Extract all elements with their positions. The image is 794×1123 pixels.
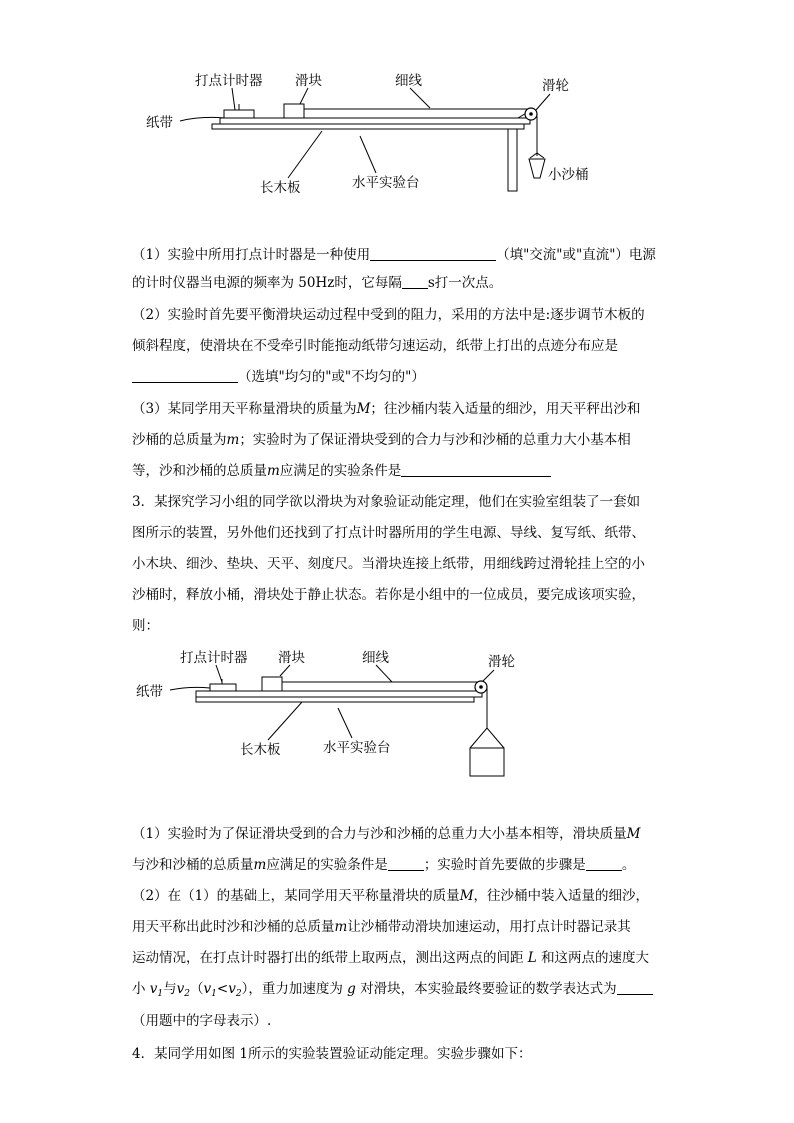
q3-part2-line3 xyxy=(132,949,672,967)
mass-symbol: m xyxy=(267,463,280,479)
answer-blank[interactable] xyxy=(370,246,496,261)
q3-intro-line3 xyxy=(132,555,672,573)
apparatus-figure-2 xyxy=(130,646,530,782)
text: 与 xyxy=(163,981,177,997)
velocity-symbol: $v_2$ xyxy=(176,981,191,999)
text: 3．某探究学习小组的同学欲以滑块为对象验证动能定理，他们在实验室组装了一套如 xyxy=(132,494,641,510)
text: 小木块、细沙、垫块、天平、刻度尺。当滑块连接上纸带，用细线跨过滑轮挂上空的小 xyxy=(132,556,645,572)
text: s打一次点。 xyxy=(427,275,503,291)
text: （3）某同学用天平称量滑块的质量为 xyxy=(132,401,357,417)
fig1-slider-label: 滑块 xyxy=(295,73,322,89)
text: 沙桶的总质量为 xyxy=(132,432,227,448)
answer-blank[interactable] xyxy=(586,856,622,871)
answer-blank[interactable] xyxy=(401,462,551,477)
text: 让沙桶带动滑块加速运动，用打点计时器记录其 xyxy=(347,919,631,935)
fig1-pulley-label: 滑轮 xyxy=(542,78,569,94)
text: 与沙和沙桶的总质量 xyxy=(132,857,254,873)
text: 用天平称出此时沙和沙桶的总质量 xyxy=(132,919,335,935)
answer-blank[interactable] xyxy=(388,856,424,871)
q2-part3-line2 xyxy=(132,431,672,449)
text: ；实验时首先要做的步骤是 xyxy=(423,857,586,873)
q3-intro-line5 xyxy=(132,617,672,635)
fig2-thread-label: 细线 xyxy=(362,650,389,666)
fig1-table-label: 水平实验台 xyxy=(352,175,420,191)
text: ；实验时为了保证滑块受到的合力与沙和沙桶的总重力大小基本相 xyxy=(239,432,631,448)
text: （1）实验中所用打点计时器是一种使用 xyxy=(132,247,371,263)
text: ），重力加速度为 xyxy=(241,981,343,997)
mass-symbol: m xyxy=(226,432,240,448)
mass-symbol: M xyxy=(626,826,641,842)
text: （选填"均匀的"或"不均匀的"） xyxy=(238,369,425,385)
mass-symbol: m xyxy=(334,919,348,935)
fig2-table-label: 水平实验台 xyxy=(323,740,391,756)
velocity-symbol: $v_1$ xyxy=(145,981,164,999)
q3-intro-line4 xyxy=(132,586,672,604)
text: 应满足的实验条件是 xyxy=(266,857,388,873)
text: ，往沙桶中装入适量的细沙， xyxy=(473,888,650,904)
mass-symbol: M xyxy=(356,401,371,417)
text: 的计时仪器当电源的频率为 50Hz时，它每隔 xyxy=(132,275,402,291)
inequality: $v_1<v_2$ xyxy=(203,981,242,999)
text: （ xyxy=(190,981,204,997)
answer-blank[interactable] xyxy=(132,368,238,383)
distance-symbol: L xyxy=(523,950,542,966)
text: （填"交流"或"直流"）电源 xyxy=(496,247,656,263)
q2-part3-line1 xyxy=(132,400,672,418)
q2-part3-line3 xyxy=(132,462,672,480)
q4-intro xyxy=(132,1045,672,1063)
text: 对滑块，本实验最终要验证的数学表达式为 xyxy=(360,981,617,997)
fig2-board-label: 长木板 xyxy=(240,742,281,758)
q2-part2-line1 xyxy=(132,306,672,324)
text: 4．某同学用如图 1所示的实验装置验证动能定理。实验步骤如下： xyxy=(132,1046,532,1062)
q3-intro-line2 xyxy=(132,524,672,542)
text: 小 xyxy=(132,981,146,997)
text: （2）实验时首先要平衡滑块运动过程中受到的阻力，采用的方法中是:逐步调节木板的 xyxy=(132,307,645,323)
fig2-pulley-label: 滑轮 xyxy=(488,654,515,670)
q2-part2-line3 xyxy=(132,368,672,386)
text: ；往沙桶内装入适量的细沙，用天平秤出沙和 xyxy=(370,401,641,417)
fig1-bucket-label: 小沙桶 xyxy=(548,167,589,183)
fig2-timer-label: 打点计时器 xyxy=(180,650,248,666)
q3-part2-line4 xyxy=(132,980,672,1003)
fig2-tape-label: 纸带 xyxy=(136,684,163,700)
text: 则： xyxy=(132,618,159,634)
text: 和这两点的速度大 xyxy=(541,950,650,966)
gravity-symbol: g xyxy=(342,981,361,997)
fig2-slider-label: 滑块 xyxy=(278,650,305,666)
fig1-timer-label: 打点计时器 xyxy=(195,73,263,89)
text: 沙桶时，释放小桶，滑块处于静止状态。若你是小组中的一位成员，要完成该项实验， xyxy=(132,587,645,603)
q2-part1-line2 xyxy=(132,274,672,292)
q2-part1-line1 xyxy=(132,246,672,264)
fig1-thread-label: 细线 xyxy=(395,73,422,89)
q2-part2-line2 xyxy=(132,337,672,355)
text: （用题中的字母表示）. xyxy=(132,1013,272,1029)
text: 倾斜程度，使滑块在不受牵引时能拖动纸带匀速运动，纸带上打出的点迹分布应是 xyxy=(132,338,618,354)
text: 应满足的实验条件是 xyxy=(279,463,402,479)
q3-part2-line2 xyxy=(132,918,672,936)
text: （2）在（1）的基础上，某同学用天平称量滑块的质量 xyxy=(132,888,460,904)
q3-part2-line5 xyxy=(132,1012,672,1030)
text: 图所示的装置，另外他们还找到了打点计时器所用的学生电源、导线、复写纸、纸带、 xyxy=(132,525,645,541)
fig1-board-label: 长木板 xyxy=(260,180,301,196)
q3-part2-line1 xyxy=(132,887,672,905)
q3-intro-line1 xyxy=(132,493,672,511)
mass-symbol: M xyxy=(459,888,474,904)
text: 运动情况，在打点计时器打出的纸带上取两点，测出这两点的间距 xyxy=(132,950,524,966)
q3-part1-line2: 与沙和沙桶的总质量m应满足的实验条件是 ；实验时首先要做的步骤是 。 xyxy=(132,857,636,873)
answer-blank[interactable] xyxy=(402,274,428,289)
text: 等，沙和沙桶的总质量 xyxy=(132,463,267,479)
apparatus-figure-1 xyxy=(140,66,610,196)
mass-symbol: m xyxy=(253,857,267,873)
answer-blank[interactable] xyxy=(617,980,653,995)
q3-part1-line1 xyxy=(132,825,672,843)
text: （1）实验时为了保证滑块受到的合力与沙和沙桶的总重力大小基本相等，滑块质量 xyxy=(132,826,627,842)
fig1-tape-label: 纸带 xyxy=(146,115,173,131)
